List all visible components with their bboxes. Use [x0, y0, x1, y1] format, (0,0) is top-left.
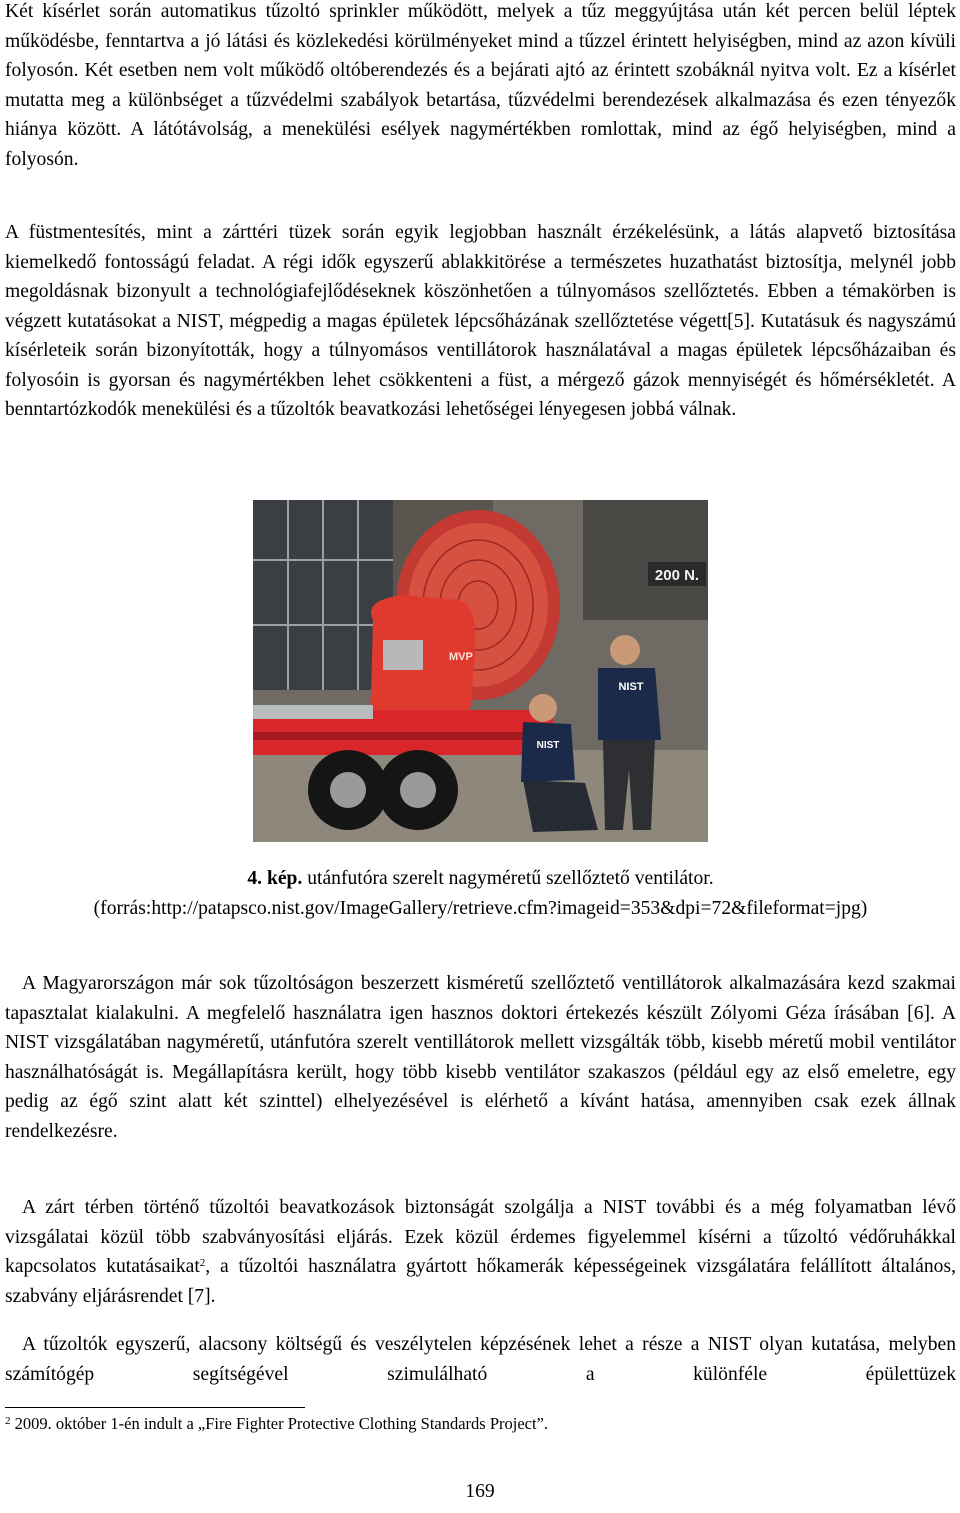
- paragraph-standards-text-1: A zárt térben történő tűzoltói beavatkozások biztonságát szolgálja a NIST további és a még folyamatban lévő vizsgálatai közül több szabványosítási eljárás. Ezek közül érdemes figyelemmel kísérni a tűzoltó védőruhákkal kapcsolatos kutatásaikat: [5, 1197, 956, 1277]
- figure-caption: [5, 864, 956, 923]
- paragraph-smoke-ventilation: A füstmentesítés, mint a zárttéri tüzek során egyik legjobban használt érzékelésünk, a látás alapvető biztosítása kiemelkedő fontosságú feladat. A régi idők egyszerű ablakkitörése a természetes huzathatást biztosítja, melynél jobb megoldásnak bizonyult a technológiafejlődéseknek köszönhetően a túlnyomásos szellőztetés. Ebben a témakörben is végzett kutatásokat a NIST, mégpedig a magas épületek lépcsőházának szellőztetése végett[5]. Kutatásuk és nagyszámú kísérleteik során bizonyították, hogy a túlnyomásos ventillátorok használatával a magas épületek lépcsőházaiban és folyosóin is gyorsan és nagymértékben lehet csökkenteni a füst, a mérgező gázok mennyiségét és hőmérsékletét. A benntartózkodók menekülési és a tűzoltók beavatkozási lehetőségei lényegesen jobbá válnak.: [5, 222, 956, 420]
- footnote-separator: [5, 1407, 305, 1408]
- caption-text: utánfutóra szerelt nagyméretű szellőztető ventilátor.: [302, 868, 714, 889]
- wheel-hub-front: [330, 772, 366, 808]
- kneeling-person-torso: [521, 722, 575, 782]
- paragraph-standards-text-2: , a tűzoltói használatra gyártott hőkamerák képességeinek vizsgálatára felállított általános, szabvány eljárásrendet [7].: [5, 1256, 956, 1307]
- engine-grille: [383, 640, 423, 670]
- paragraph-standards: [5, 1193, 956, 1311]
- page-number: 169: [465, 1481, 495, 1502]
- entrance-area: [583, 500, 708, 620]
- footnote-text: 2009. október 1-én indult a „Fire Fighter Protective Clothing Standards Project”.: [10, 1414, 549, 1433]
- paragraph-small-fans: A Magyarországon már sok tűzoltóságon beszerzett kisméretű szellőztető ventillátorok alkalmazására kezd szakmai tapasztalat kialakulni. A megfelelő használatra igen hasznos doktori értekezés készült Zólyomi Géza írásában [6]. A NIST vizsgálatában nagyméretű, utánfutóra szerelt ventillátorok mellett vizsgálták több, kisebb méretű mobil ventilátor használhatóságát is. Megállapításra került, hogy több kisebb ventilátor szakaszos (például egy az első emeletre, egy pedig az égő szint alatt két szinttel) elhelyezésével is elérhető a kívánt hatása, amennyiben csak ezek állnak rendelkezésre.: [5, 973, 956, 1142]
- footnote: [5, 1413, 548, 1435]
- caption-number: 4. kép.: [247, 868, 303, 889]
- address-sign-text: 200 N.: [654, 567, 700, 584]
- photo-illustration: [253, 500, 708, 842]
- figure-trailer-fan-photo: [253, 500, 708, 842]
- standing-person-head: [610, 635, 640, 665]
- paragraph-sprinkler-experiment: Két kísérlet során automatikus tűzoltó sprinkler működött, melyek a tűz meggyújtása után két percen belül léptek működésbe, fenntartva a jó látási és közlekedési körülményeket mind a tűzzel érintett helyiségben, mind az azon kívüli folyosón. Két esetben nem volt működő oltóberendezés és a bejárati ajtó az érintett szobáknál nyitva volt. Ez a kísérlet mutatta meg a különbséget a tűzvédelmi szabályok betartása, tűzvédelmi berendezések alkalmazása és ezen tényezők hiánya között. A látótávolság, a menekülési esélyek nagymértékben romlottak, mind az égő helyiségben, mind a folyosón.: [5, 1, 956, 170]
- toolbox: [253, 705, 373, 719]
- trailer-rail: [253, 732, 553, 740]
- fan-label: MVP: [449, 651, 473, 663]
- footnote-ref: 2: [199, 1257, 206, 1269]
- footnote-number: 2: [5, 1415, 11, 1427]
- shirt-text-kneeling: NIST: [536, 740, 560, 751]
- caption-source: (forrás:http://patapsco.nist.gov/ImageGallery/retrieve.cfm?imageid=353&dpi=72&fileformat=jpg): [93, 897, 868, 919]
- kneeling-person-head: [529, 694, 557, 722]
- standing-person-torso: [598, 668, 661, 740]
- shirt-text-standing: NIST: [618, 681, 644, 693]
- wheel-hub-rear: [400, 772, 436, 808]
- paragraph-training: A tűzoltók egyszerű, alacsony költségű és veszélytelen képzésének lehet a része a NIST olyan kutatása, melyben számítógép segítségével szimulálható a különféle épülettüzek: [5, 1334, 956, 1385]
